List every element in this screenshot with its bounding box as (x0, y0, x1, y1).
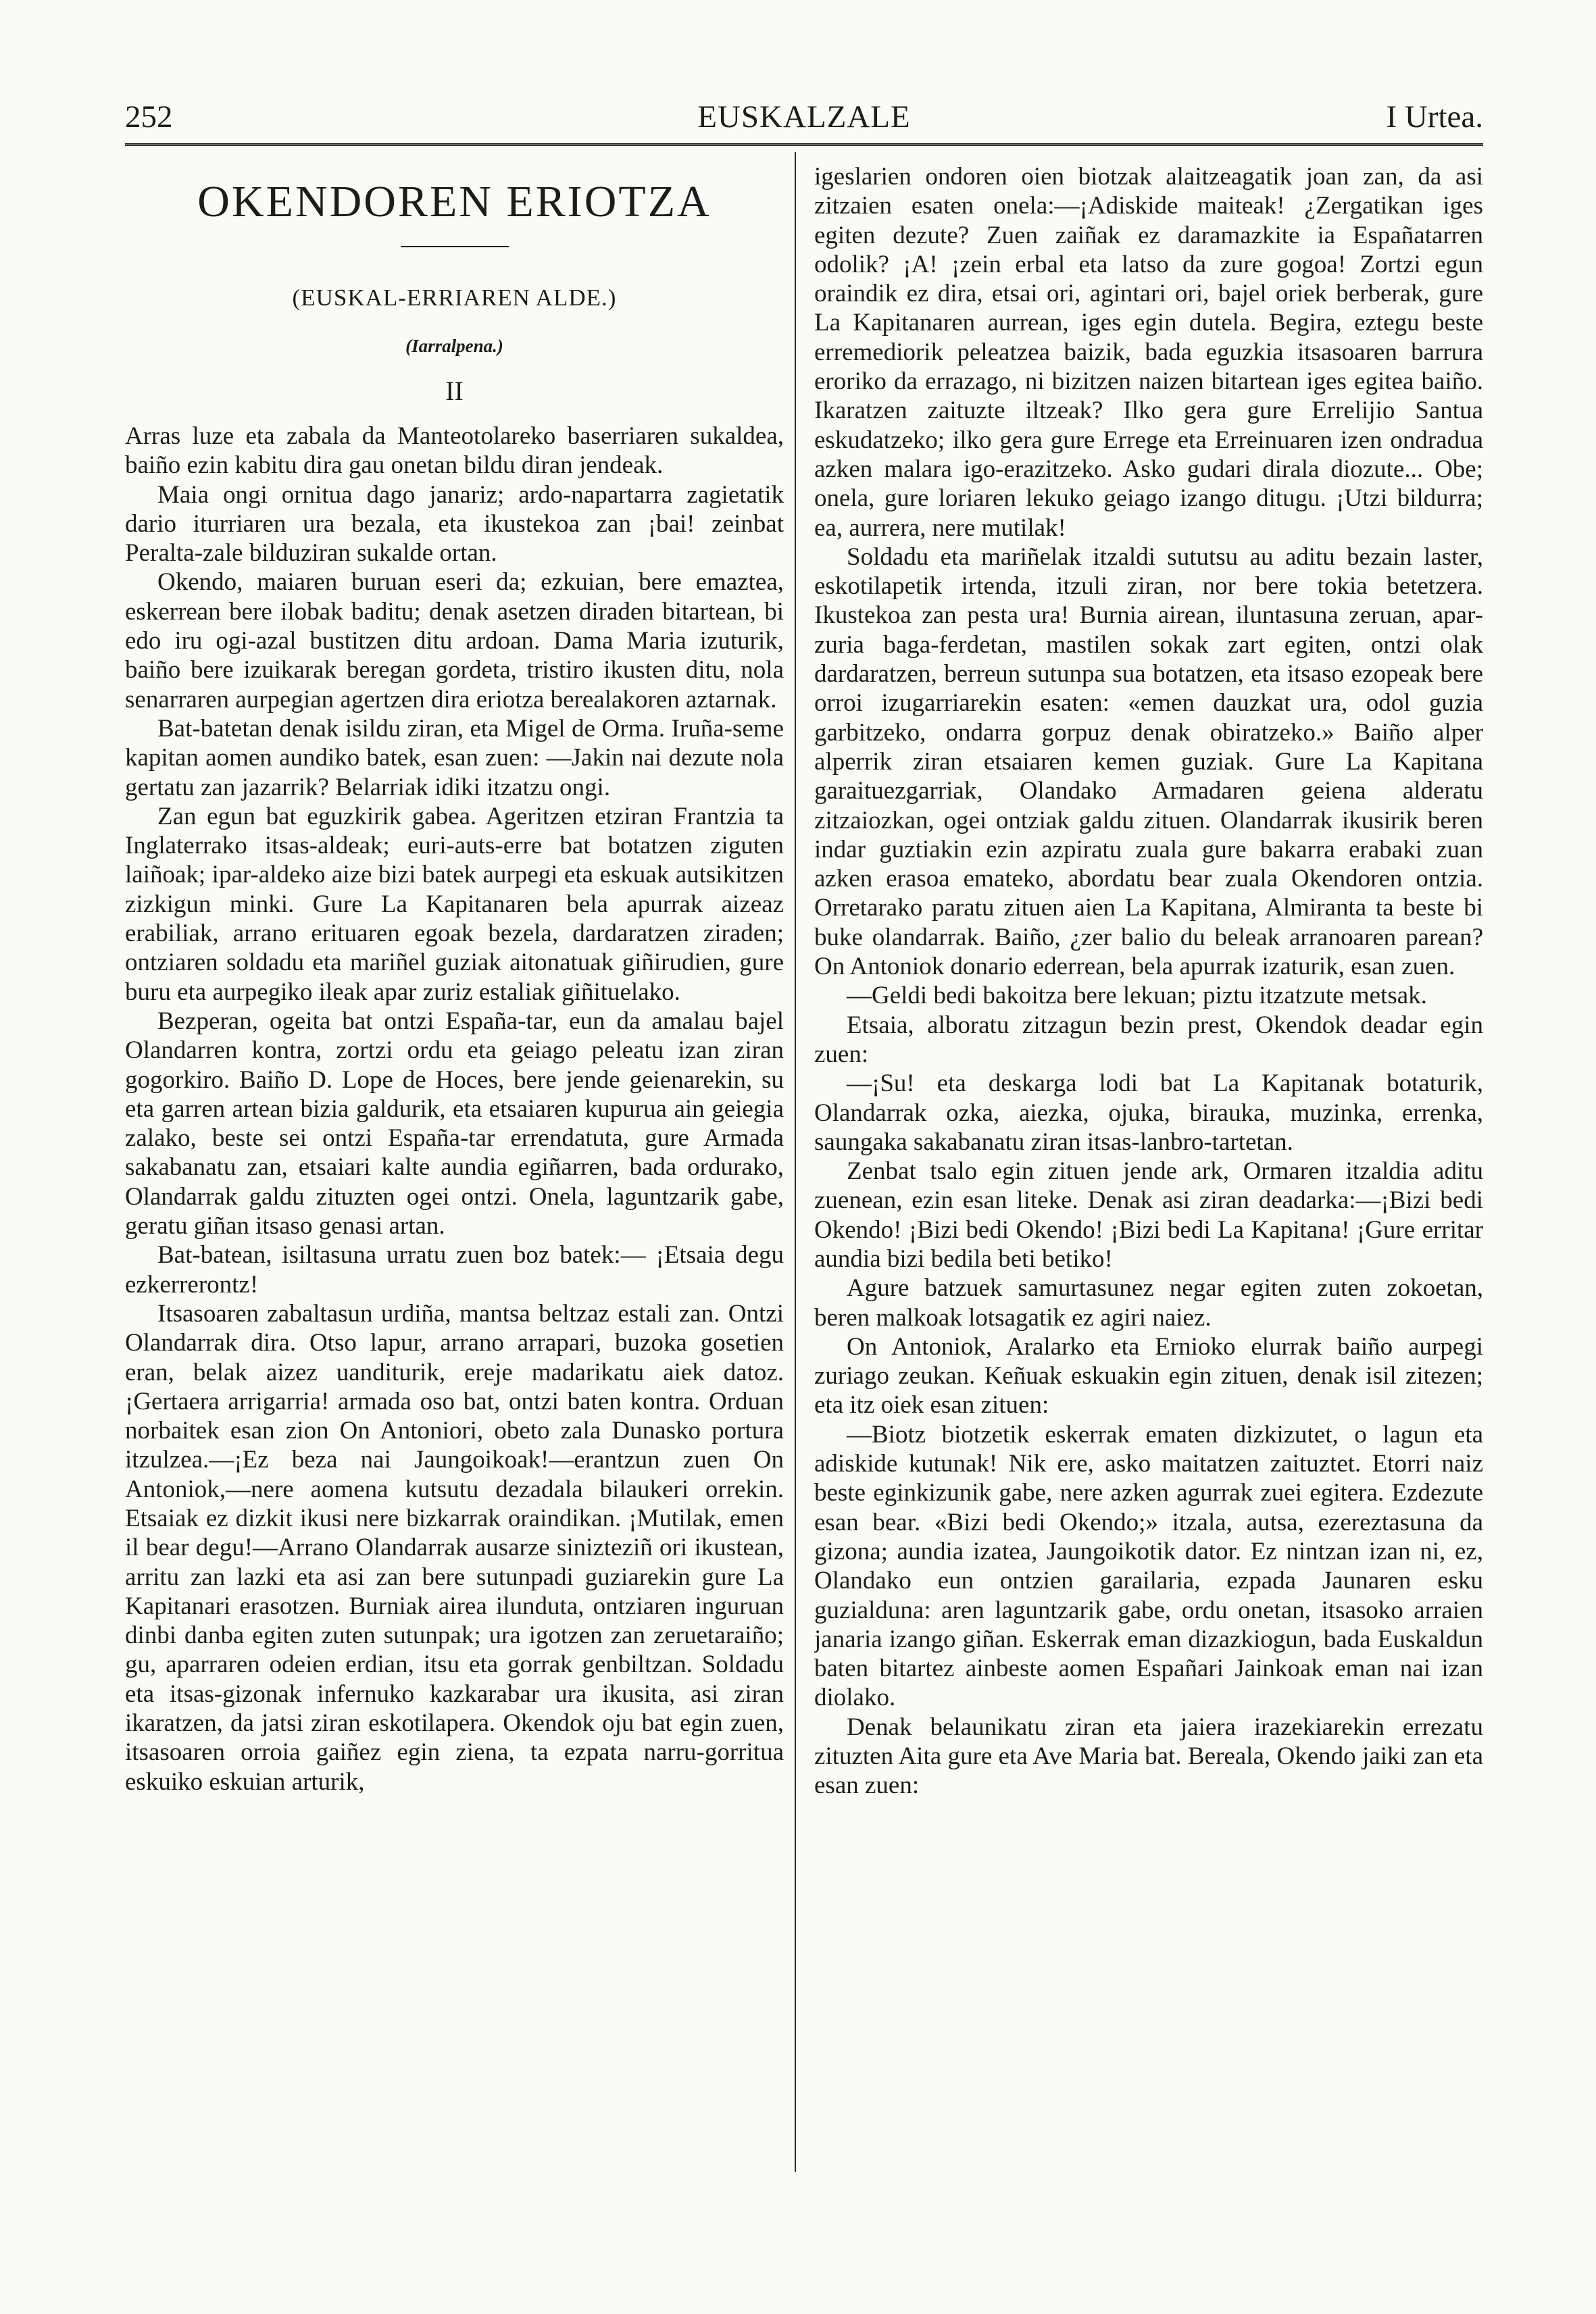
column-divider (795, 152, 796, 2172)
article-author: (Iarralpena.) (405, 336, 503, 356)
paragraph: Itsasoaren zabaltasun urdiña, mantsa beltzaz estali zan. Ontzi Olandarrak dira. Otso lapur, arrano arrapari, buzoka gosetien eran, belak aizez uanditurik, ereje madarikatu aiek datoz. ¡Gertaera arrigarria! armada oso bat, ontzi baten kontra. Orduan norbaitek esan zion On Antoniori, obeto zala Dunasko portura itzulzea.—¡Ez beza nai Jaungoikoak!—erantzun zuen On Antoniok,—nere aomena kutsutu dezadala bilaukeri orrekin. Etsaiak ez dizkit ikusi nere bizkarrak oraindikan. ¡Mutilak, emen il bear degu!—Arrano Olandarrak ausarze sinizteziñ ori ikustean, arritu zan lazki eta asi zan bere sutunpadi guziarekin gure La Kapitanari erasotzen. Burniak airea ilunduta, ontziaren inguruan dinbi danba egiten zuten sutunpak; ura igotzen zan zeruetaraiño; gu, aparraren odeien erdian, itsu eta gorrak genbiltzan. Soldadu eta itsas-gizonak infernuko kazkarabar ura ikusita, asi ziran ikaratzen, da jatsi ziran eskotilapera. Okendok oju bat egin zuen, itsasoaren orroia gaiñez egin ziena, ta ezpata narru-gorritua eskuiko eskuian arturik, (125, 1299, 784, 1796)
paragraph: Etsaia, alboratu zitzagun bezin prest, Okendok deadar egin zuen: (814, 1011, 1483, 1068)
paragraph: Agure batzuek samurtasunez negar egiten zuten zokoetan, beren malkoak lotsagatik ez agiri naiez. (814, 1274, 1483, 1332)
paragraph: —Geldi bedi bakoitza bere lekuan; piztu itzatzute metsak. (847, 982, 1427, 1010)
paragraph: Zan egun bat eguzkirik gabea. Ageritzen etziran Frantzia ta Inglaterrako itsas-aldeak; euri-auts-erre bat botatzen ziguten laiñoak; ipar-aldeko aize bizi batek aurpegi eta eskuak autsikitzen zizkigun minki. Gure La Kapitanaren bela apurrak aizeaz erabiliak, arrano erituaren egoak bezela, dardaratzen ziraden; ontziaren soldadu eta mariñel guziak aitonatuak giñirudien, gure buru eta aurpegiko ileak apar zuriz estaliak giñituelako. (125, 802, 784, 1006)
right-column (814, 162, 1483, 2175)
article-title: OKENDOREN ERIOTZA (197, 177, 712, 226)
paragraph: Denak belaunikatu ziran eta jaiera irazekiarekin errezatu zituzten Aita gure eta Ave Maria bat. Bereala, Okendo jaiki zan eta esan zuen: (814, 1713, 1483, 1800)
paragraph: Arras luze eta zabala da Manteotolareko baserriaren sukaldea, baiño ezin kabitu dira gau onetan bildu diran jendeak. (125, 422, 784, 480)
paragraph: Bat-batetan denak isildu ziran, eta Migel de Orma. Iruña-seme kapitan aomen aundiko batek, esan zuen: —Jakin nai dezute nola gertatu zan jazarrik? Belarriak idiki itzatzu ongi. (125, 714, 784, 801)
paragraph: Zenbat tsalo egin zituen jende ark, Ormaren itzaldia aditu zuenean, ezin esan liteke. Denak asi ziran deadarka:—¡Bizi bedi Okendo! ¡Bizi bedi Okendo! ¡Bizi bedi La Kapitana! ¡Gure erritar aundia bizi bedila beti betiko! (814, 1157, 1483, 1273)
journal-title: EUSKALZALE (697, 99, 911, 134)
paragraph: Bat-batean, isiltasuna urratu zuen boz batek:— ¡Etsaia degu ezkerrerontz! (125, 1241, 784, 1299)
journal-year: I Urtea. (1386, 99, 1483, 134)
header-rule (125, 143, 1483, 146)
page-header (125, 93, 1483, 141)
paragraph: Bezperan, ogeita bat ontzi España-tar, eun da amalau bajel Olandarren kontra, zortzi ordu eta geiago peleatu izan ziran gogorkiro. Baiño D. Lope de Hoces, bere jende geienarekin, su eta garren artean bizia galdurik, eta etsaiaren kupurua ain geiegia zalako, beste sei ontzi España-tar errendatuta, gure Armada sakabanatu zan, etsaiari kalte aundia egiñarren, bada ordurako, Olandarrak galdu zituzten ogei ontzi. Onela, laguntzarik gabe, geratu giñan itsaso genasi artan. (125, 1007, 784, 1240)
paragraph: Okendo, maiaren buruan eseri da; ezkuian, bere emaztea, eskerrean bere ilobak baditu; denak asetzen diraden bitartean, bi edo iru ogi-azal bustitzen ditu ardoan. Dama Maria izuturik, baiño bere izuikarak beregan gordeta, tristiro ikusten ditu, nola senarraren aurpegian agertzen dira eriotza berealakoren aztarnak. (125, 568, 784, 713)
title-rule (401, 246, 509, 247)
page-number: 252 (125, 99, 173, 134)
paragraph: —Biotz biotzetik eskerrak ematen dizkizutet, o lagun eta adiskide kutunak! Nik ere, asko maitatzen zaituztet. Etorri naiz beste eginkizunik gabe, nere azken agurrak zuei egitera. Ezdezute esan bear. «Bizi bedi Okendo;» itzala, autsa, ezereztasuna da gizona; aundia izatea, Jaungoikotik dator. Ez nintzan izan ni, ez, Olandako eun ontzien garailaria, ezpada Jaunaren esku guzialduna: aren laguntzarik gabe, ordu onetan, itsasoko arraien janaria izango giñan. Eskerrak eman dizazkiogun, bada Euskaldun baten bitartez ainbeste aomen Españari Jainkoak eman nai izan diolako. (814, 1420, 1483, 1712)
paragraph: On Antoniok, Aralarko eta Ernioko elurrak baiño aurpegi zuriago zeukan. Keñuak eskuakin egin zituen, denak isil zitezen; eta itz oiek esan zituen: (814, 1332, 1483, 1419)
article-subtitle: (EUSKAL-ERRIAREN ALDE.) (292, 284, 617, 311)
paragraph: igeslarien ondoren oien biotzak alaitzeagatik joan zan, da asi zitzaien esaten onela:—¡Adiskide maiteak! ¿Zergatikan iges egiten dezute? Zuen zaiñak ez daramazkite ia Españatarren odolik? ¡A! ¡zein erbal eta latso da zure gogoa! Zortzi egun oraindik ez dira, etsai ori, agintari ori, bajel oriek berberak, gure La Kapitanaren aurrean, iges egin dutela. Begira, eztegu beste erremediorik peleatzea baizik, bada eguzkia itsasoaren barrura eroriko da errazago, ni bizitzen naizen bitartean iges egitea baiño. Ikaratzen zaituzte iltzeak? Ilko gera gure Errelijio Santua eskudatzeko; ilko gera gure Errege eta Erreinuaren izen ondradua azken malara igo-erazitzeko. Asko gudari dirala diozute... Obe; onela, gure loriaren lekuko geiago izango ditugu. ¡Utzi bildurra; ea, aurrera, nere mutilak! (814, 163, 1483, 542)
left-column (125, 157, 784, 2170)
section-number: II (445, 376, 464, 406)
paragraph: Maia ongi ornitua dago janariz; ardo-napartarra zagietatik dario iturriaren ura bezala, eta ikustekoa zan ¡bai! zeinbat Peralta-zale bilduziran sukalde ortan. (125, 480, 784, 568)
paragraph: Soldadu eta mariñelak itzaldi sututsu au aditu bezain laster, eskotilapetik irtenda, itzuli ziran, nor bere tokia betetzera. Ikustekoa zan pesta ura! Burnia airean, iluntasuna zeruan, apar-zuria baga-ferdetan, mastilen sokak zart egiten, ontzi olak dardaratzen, berreun sutunpa sua botatzen, eta itsaso ezopeak bere orroi izugarriarekin esaten: «emen dauzkat ura, odol guzia garbitzeko, ondarra gorpuz denak obiratzeko.» Baiño alper alperrik ziran etsaiaren kemen guziak. Gure La Kapitana garaituezgarriak, Olandako Armadaren geiena alderatu zitzaiozkan, ogei ontziak galdu zituen. Olandarrak ikusirik beren indar guztiakin ezin azpiratu zuala gure bakarra erabaki zuan azken erasoa emateko, abordatu bear zuala Okendoren ontzia. Orretarako paratu zituen aien La Kapitana, Almiranta ta beste bi buke olandarrak. Baiño, ¿zer balio du beleak arranoaren parean? On Antoniok donario ederrean, bela apurrak izaturik, esan zuen. (814, 543, 1483, 981)
paragraph: —¡Su! eta deskarga lodi bat La Kapitanak botaturik, Olandarrak ozka, aiezka, ojuka, birauka, muzinka, errenka, saungaka sakabanatu ziran itsas-lanbro-tartetan. (814, 1070, 1483, 1156)
